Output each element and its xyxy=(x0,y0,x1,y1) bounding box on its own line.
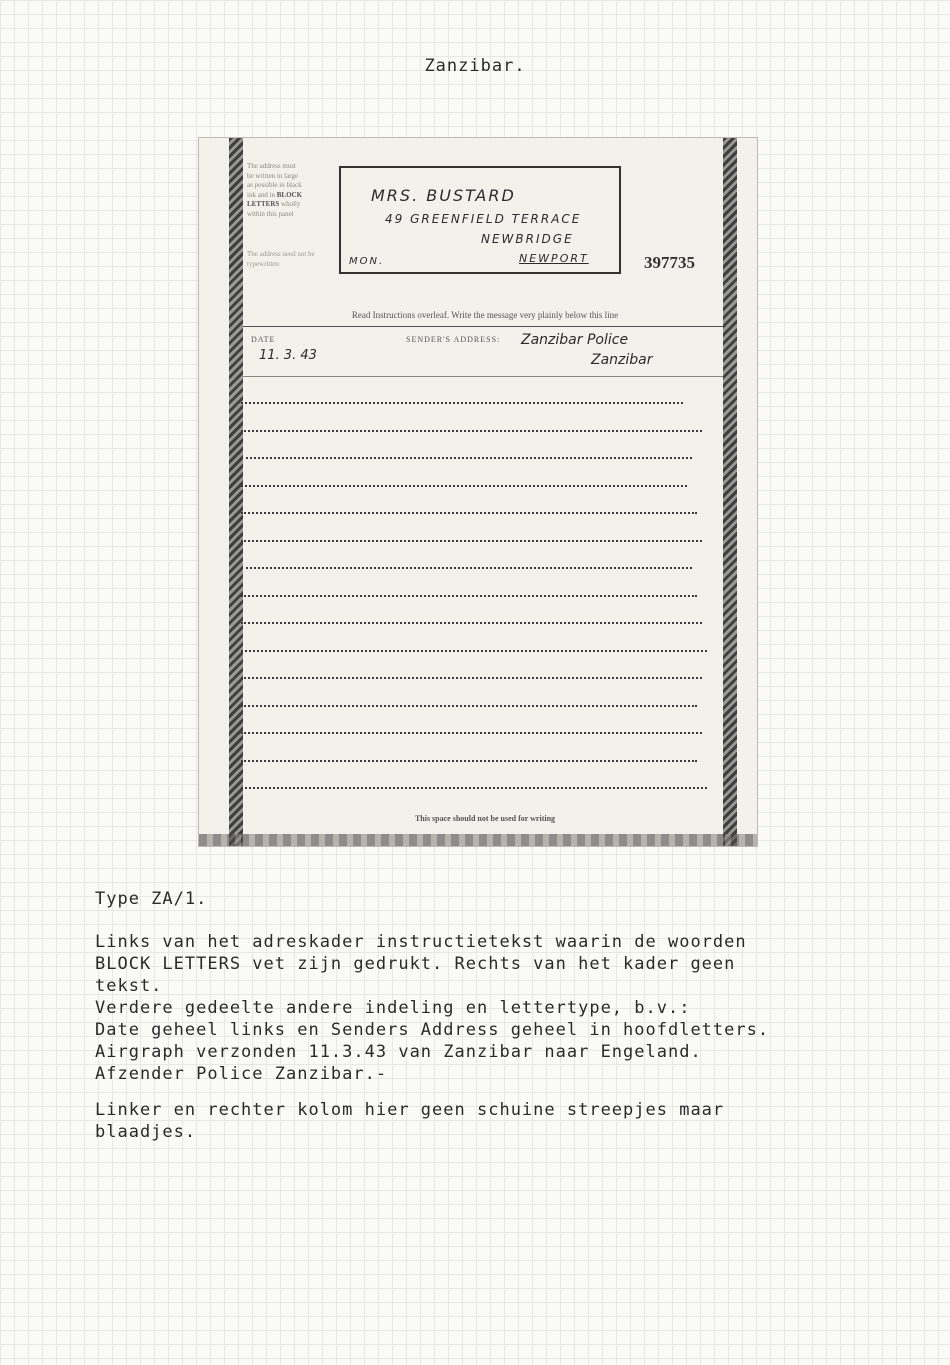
read-instructions: Read Instructions overleaf. Write the message very plainly below this line xyxy=(351,310,619,320)
handwriting-line xyxy=(241,758,697,762)
paragraph-columns: Linker en rechter kolom hier geen schuine streepjes maar blaadjes. xyxy=(95,1100,725,1142)
handwriting-line xyxy=(241,648,707,652)
handwriting-line xyxy=(241,785,707,789)
handwriting-line xyxy=(241,455,692,459)
page-title: Zanzibar. xyxy=(424,56,526,76)
divider-line xyxy=(243,326,723,327)
address-box xyxy=(339,166,621,274)
bottom-border xyxy=(199,834,757,846)
handwriting-line xyxy=(241,483,687,487)
paragraph-instruction-text: Links van het adreskader instructietekst waarin de woorden BLOCK LETTERS vet zijn gedrukt. Rechts van het kader geen tekst. xyxy=(95,932,747,996)
address-county: MON. xyxy=(349,256,385,267)
sender-address: Zanzibar Police Zanzibar xyxy=(521,332,653,368)
date-value: 11. 3. 43 xyxy=(259,348,317,363)
handwriting-line xyxy=(241,703,697,707)
address-instruction: The address must be written in large as possible in black ink and in BLOCK LETTERS wholly within this panel xyxy=(247,162,303,218)
handwriting-line xyxy=(241,675,702,679)
paragraph-details: Verdere gedeelte andere indeling en lettertype, b.v.: Date geheel links en Senders Address geheel in hoofdletters. Airgraph verzonden 11.3.43 van Zanzibar naar Engeland. Afzender Police Zanzibar.- xyxy=(95,998,770,1084)
footer-note: This space should not be used for writing xyxy=(414,814,556,823)
right-border-column xyxy=(723,138,737,846)
address-town: NEWBRIDGE xyxy=(481,232,574,246)
handwriting-line xyxy=(241,593,697,597)
handwriting-line xyxy=(241,565,692,569)
typewritten-note: The address need not be typewritten xyxy=(247,250,315,268)
handwriting-line xyxy=(241,428,702,432)
date-label: DATE xyxy=(251,335,276,344)
serial-number: 397735 xyxy=(644,253,695,272)
block-letters-bold: BLOCK xyxy=(276,190,303,199)
handwriting-line xyxy=(241,620,702,624)
handwriting-line xyxy=(241,538,702,542)
address-city: NEWPORT xyxy=(519,252,589,265)
type-label: Type ZA/1. xyxy=(95,889,208,909)
handwriting-line xyxy=(241,400,683,404)
divider-line xyxy=(243,376,723,377)
address-street: 49 GREENFIELD TERRACE xyxy=(385,212,582,226)
left-border-column xyxy=(229,138,243,846)
addressee-name: MRS. BUSTARD xyxy=(371,186,516,205)
sender-address-label: SENDER'S ADDRESS: xyxy=(406,335,501,344)
airgraph-image xyxy=(199,138,757,846)
handwriting-line xyxy=(241,510,697,514)
handwriting-line xyxy=(241,730,702,734)
